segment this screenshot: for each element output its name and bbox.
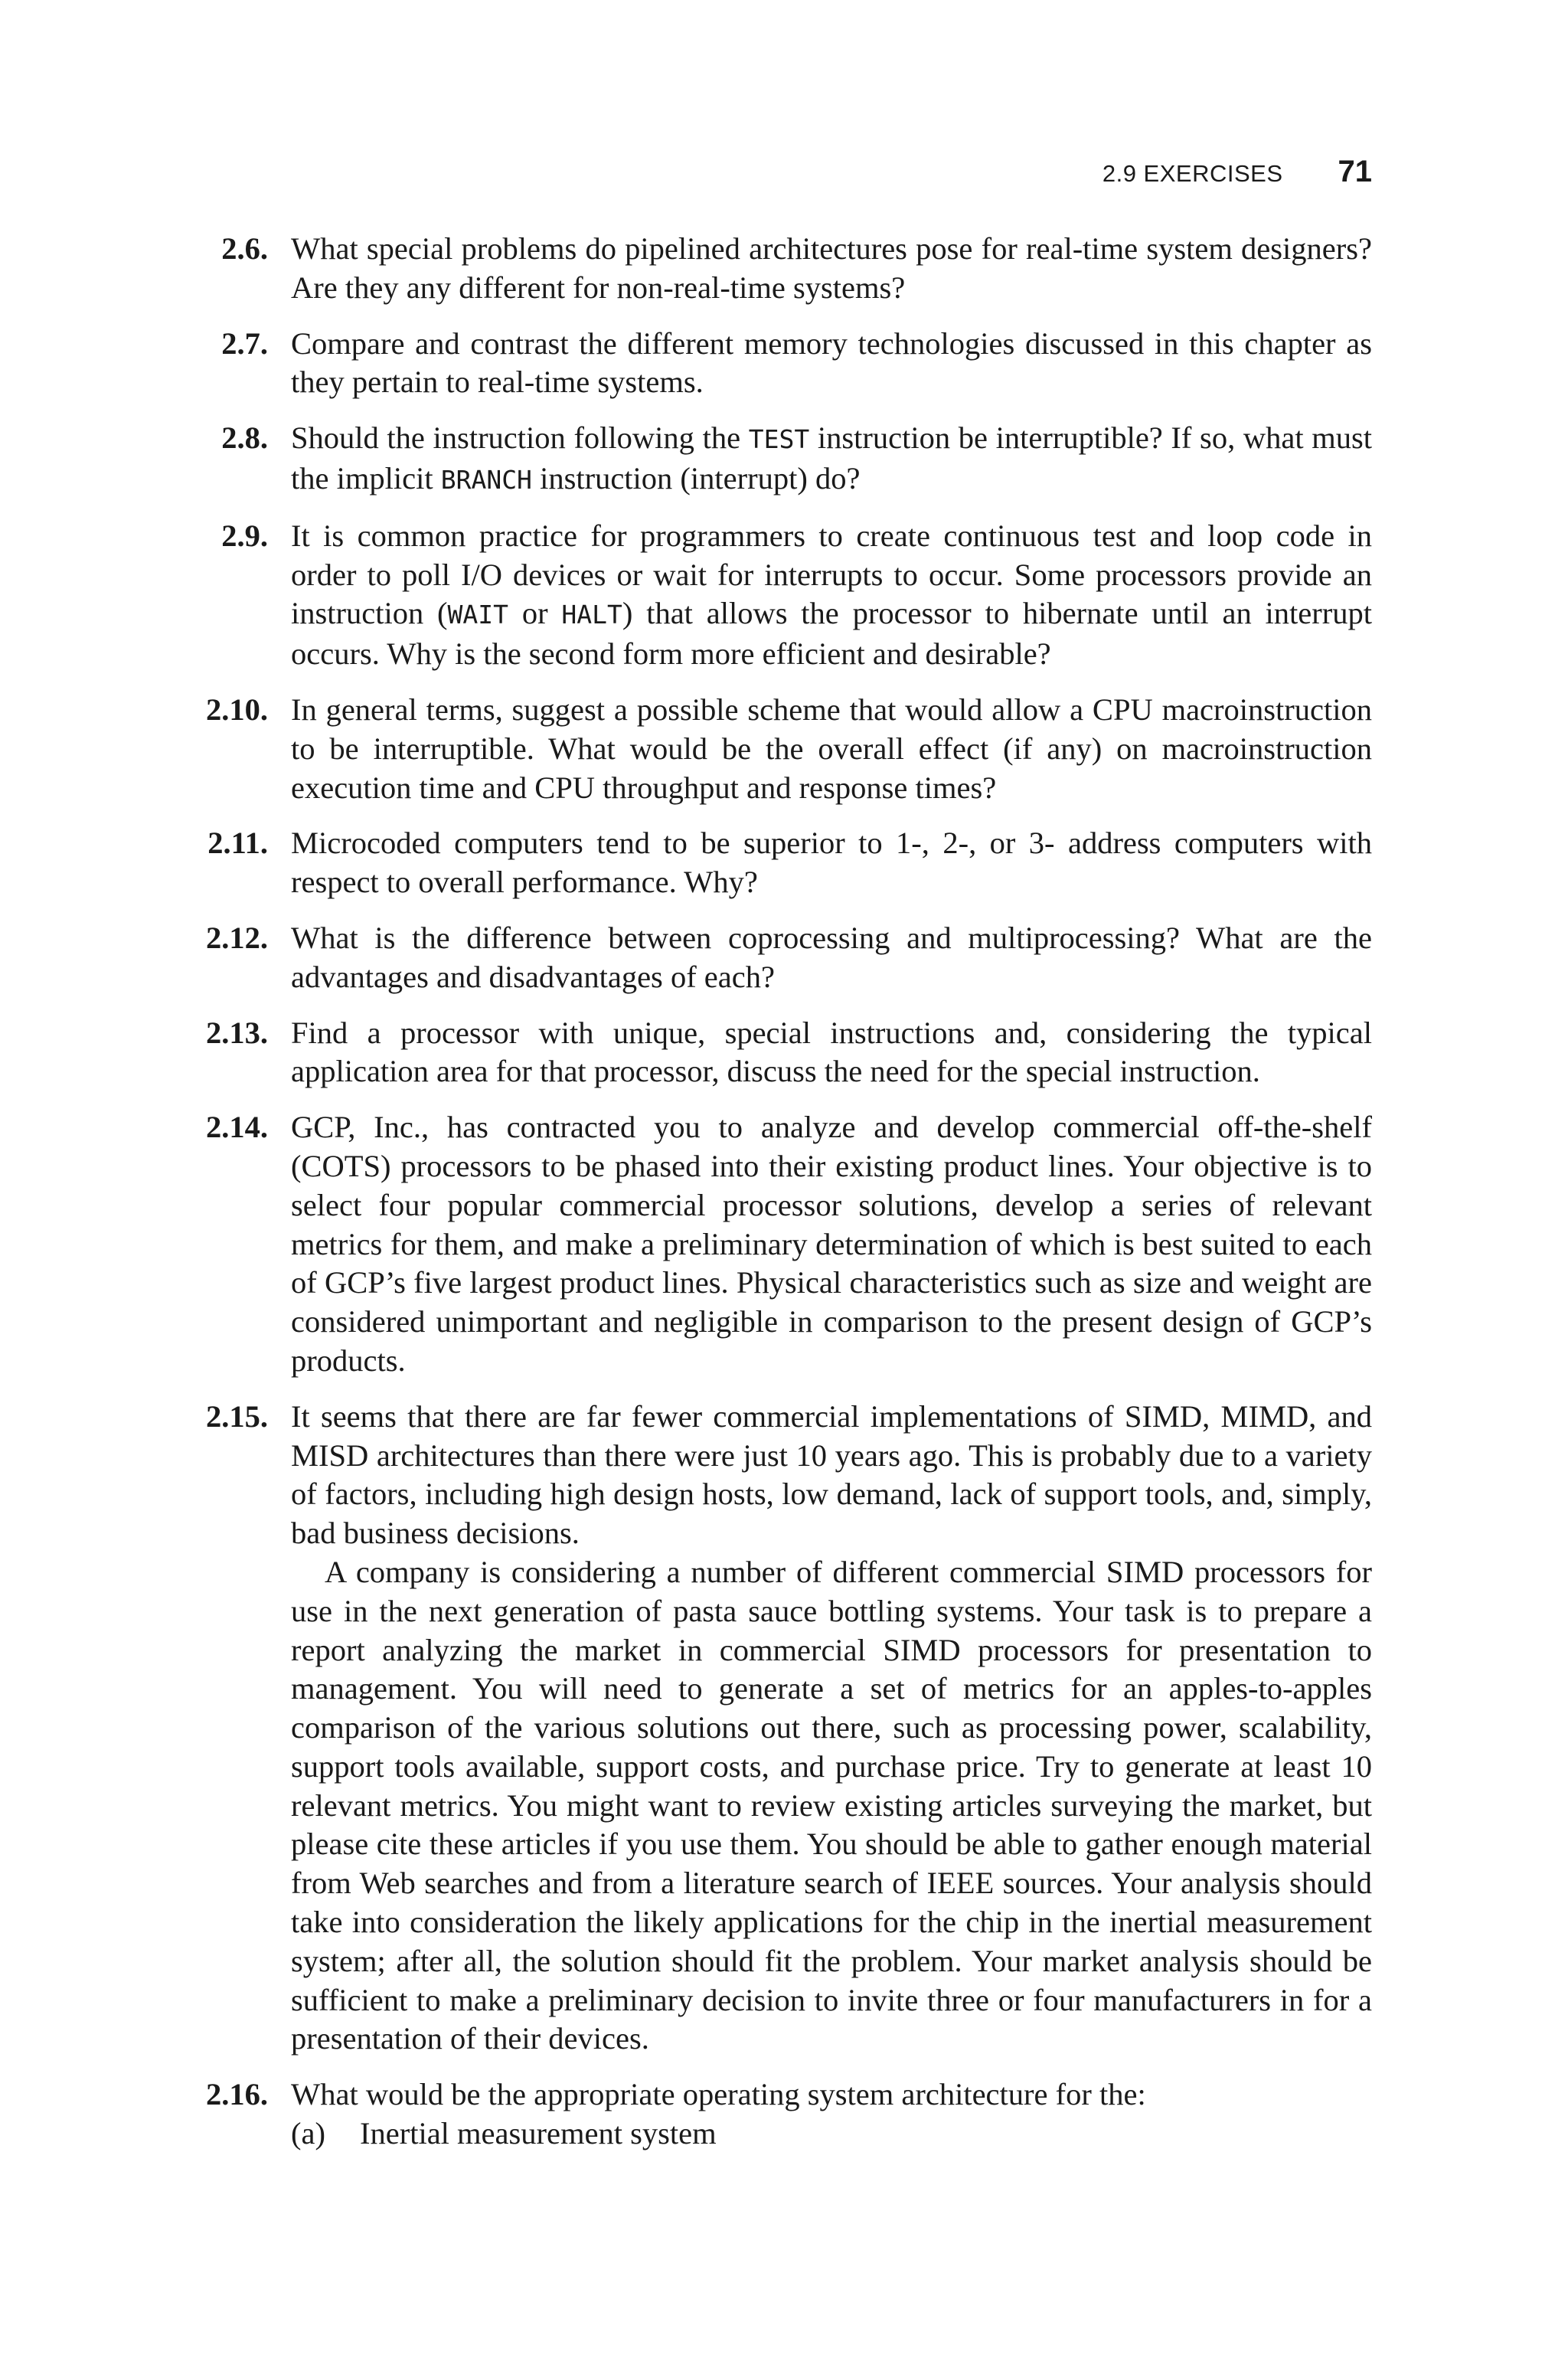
code-branch: BRANCH	[440, 464, 532, 495]
exercise-text: Find a processor with unique, special instructions and, considering the typical application area for that processor, discuss the need for the special instruction.	[291, 1015, 1372, 1089]
exercise-text: Microcoded computers tend to be superior to 1-, 2-, or 3- address computers with respect to overall performance. Why?	[291, 826, 1372, 900]
exercise-2-7	[178, 325, 1372, 403]
code-halt: HALT	[561, 600, 622, 630]
exercise-2-14	[178, 1108, 1372, 1381]
code-wait: WAIT	[447, 600, 509, 630]
subitem-text: Inertial measurement system	[360, 2116, 717, 2151]
exercise-text: It is common practice for programmers to create continuous test and loop code in order to poll I/O devices or wait for interrupts to occur. Some processors provide an instruction (WAIT or HALT) that allows the processor to hibernate until an interrupt occurs. Why is the second form more efficient and desirable?	[291, 518, 1372, 672]
exercise-text: What special problems do pipelined architectures pose for real-time system designers? Are they any different for non-real-time systems?	[291, 231, 1372, 305]
running-head	[1102, 155, 1372, 193]
code-test: TEST	[748, 424, 810, 455]
exercise-number: 2.9.	[221, 518, 268, 553]
exercise-text: In general terms, suggest a possible scheme that would allow a CPU macroinstruction to be interruptible. What would be the overall effect (if any) on macroinstruction execution time and CPU throughput and response times?	[291, 692, 1372, 805]
exercise-2-8	[178, 419, 1372, 500]
exercise-number: 2.10.	[206, 692, 268, 727]
exercise-text: What would be the appropriate operating system architecture for the:	[291, 2077, 1146, 2112]
exercise-number: 2.14.	[206, 1110, 268, 1145]
exercise-number: 2.7.	[221, 325, 268, 361]
exercise-list	[178, 230, 1372, 2170]
exercise-2-15	[178, 1398, 1372, 2059]
subitem-label: (a)	[291, 2116, 325, 2151]
page-number: 71	[1338, 155, 1372, 188]
exercise-2-13	[178, 1014, 1372, 1092]
exercise-2-9	[178, 517, 1372, 674]
exercise-2-12	[178, 919, 1372, 997]
exercise-2-16	[178, 2075, 1372, 2154]
exercise-text: Compare and contrast the different memory technologies discussed in this chapter as they pertain to real-time systems.	[291, 325, 1372, 400]
section-title: 2.9 EXERCISES	[1102, 160, 1283, 187]
exercise-2-6	[178, 230, 1372, 308]
subitem-a	[291, 2115, 1372, 2154]
exercise-number: 2.6.	[221, 231, 268, 266]
exercise-text: What is the difference between coprocessing and multiprocessing? What are the advantages and disadvantages of each?	[291, 920, 1372, 994]
exercise-2-11	[178, 824, 1372, 902]
exercise-paragraph: A company is considering a number of different commercial SIMD processors for use in the next generation of pasta sauce bottling systems. Your task is to prepare a report analyzing the market in commercial SIMD processors for presentation to management. You will need to generate a set of metrics for an apples-to-apples comparison of the various solutions out there, such as processing power, scalability, support tools available, support costs, and purchase price. Try to generate at least 10 relevant metrics. You might want to review existing articles surveying the market, but please cite these articles if you use them. You should be able to gather enough material from Web searches and from a literature search of IEEE sources. Your analysis should take into consideration the likely applications for the chip in the inertial measurement system; after all, the solution should fit the problem. Your market analysis should be sufficient to make a preliminary decision to invite three or four manufacturers in for a presentation of their devices.	[291, 1554, 1372, 2056]
exercise-paragraph: It seems that there are far fewer commercial implementations of SIMD, MIMD, and MISD architectures than there were just 10 years ago. This is probably due to a variety of factors, including high design hosts, low demand, lack of support tools, and, simply, bad business decisions.	[291, 1398, 1372, 1551]
exercise-text: GCP, Inc., has contracted you to analyze and develop commercial off-the-shelf (COTS) processors to be phased into their existing product lines. Your objective is to select four popular commercial processor solutions, develop a series of relevant metrics for them, and make a preliminary determination of which is best suited to each of GCP’s five largest product lines. Physical characteristics such as size and weight are considered unimportant and negligible in comparison to the present design of GCP’s products.	[291, 1110, 1372, 1378]
exercise-number: 2.11.	[207, 826, 268, 861]
exercise-number: 2.12.	[206, 920, 268, 955]
exercise-number: 2.8.	[221, 420, 268, 456]
exercise-2-10	[178, 691, 1372, 807]
exercise-number: 2.16.	[206, 2077, 268, 2112]
exercise-text: Should the instruction following the TEST instruction be interruptible? If so, what must the implicit BRANCH instruction (interrupt) do?	[291, 420, 1372, 496]
exercise-number: 2.15.	[206, 1398, 268, 1434]
exercise-number: 2.13.	[206, 1015, 268, 1050]
